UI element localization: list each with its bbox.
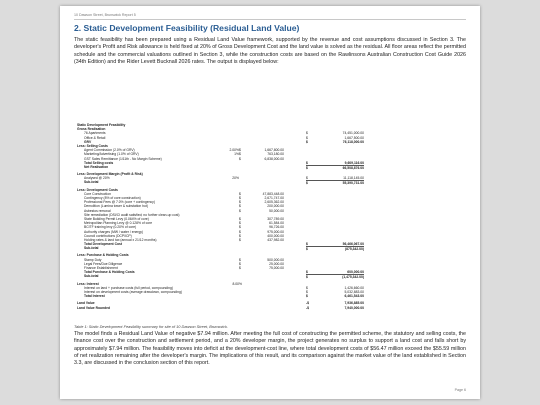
grv-row: GRV $ 76,118,000.00: [84, 139, 364, 144]
table-row: Holding rates & land tax (annual x 21/12 months) $ 437,982.00: [84, 237, 284, 242]
table-row: Professional Fees @ 7.0% (core + contingency) $ 2,605,362.00: [84, 200, 284, 205]
purchase-subtotal-row: Sub-total $ (1,475,342.00): [84, 274, 364, 280]
profit-subtotal-row: Sub-total $ 55,390,731.00: [84, 180, 364, 186]
table-row: GST Sales Remittance (1/11th - No Margin Scheme) $ 6,838,000.00: [84, 156, 284, 161]
purchase-heading: Less: Purchase & Holding Costs: [77, 253, 129, 258]
document-page: [60, 6, 480, 399]
total-purchase-row: Total Purchase & Holding Costs $ 600,000.00: [84, 270, 364, 275]
gross-realisation-heading: Gross Realisation: [77, 127, 106, 132]
table-row: Marketing/Advertising (1.0% of GRV) 1% $ 763,180.00: [84, 152, 284, 157]
header-rule: [74, 19, 466, 20]
conclusion-paragraph: The model finds a Residual Land Value of negative $7.94 million. After meeting the full cost of constructing the permitted scheme, the statutory and selling costs, the finance cost over the construction and settlement period, and a 20% developer margin, the project generates no surplus to support a land cost and falls short by approximately $7.94 million. The feasibility moves into deficit at the development-cost line, where total development costs of $56.47 million exceed the $55.59 million of net realization remaining after the developer's margin. The implications of this result, and its comparison against the market value of the land established in Section 3.3, are discussed in the conclusion section of this report.: [74, 331, 466, 367]
table-row: BCITF training levy (0.20% of core) $ 96,726.00: [84, 225, 284, 230]
selling-costs-heading: Less: Selling Costs: [77, 143, 108, 148]
dev-costs-heading: Less: Development Costs: [77, 187, 118, 192]
profit-heading: Less: Development Margin (Profit & Risk): [77, 172, 143, 177]
feasibility-table: [74, 123, 364, 310]
running-header: 10 Dawson Street, Brunswick Report 5: [74, 13, 136, 17]
section-title: 2. Static Development Feasibility (Residual Land Value): [74, 23, 300, 33]
table-row: 76 Apartments $ 74,451,000.00: [84, 131, 364, 136]
table-row: Legal Fees/Due Diligence $ 25,000.00: [84, 261, 284, 266]
table-row: Analysed @ 20% 20% $ 11,118,145.00: [84, 176, 364, 181]
table-row: State Building Permit Levy (0.064% of core) $ 307,789.00: [84, 216, 284, 221]
table-row: Demolition (Lumina tower & substation hut) $ 200,000.00: [84, 204, 284, 209]
table-row: Council contributions (DCP/ICP) $ 400,000.00: [84, 233, 284, 238]
total-interest-row: Total Interest $ 6,461,543.00: [84, 294, 364, 299]
table-row: Interest on land + purchase costs (full period, compounding) $ 1,426,660.00: [84, 285, 364, 290]
table-row: Contingency (8% of core construction) $ 2,671,747.00: [84, 196, 284, 200]
land-value-row: Land Value -$ 7,936,885.00: [77, 301, 364, 306]
table-caption: Table 1: Static Development Feasibility summary for site of 10 Dawson Street, Brunswick.: [74, 324, 229, 329]
dev-cost-subtotal-row: Sub-total $ (875,342.00): [84, 246, 364, 252]
net-realisation-row: Net Realisation $ 66,508,876.00: [84, 164, 364, 170]
total-selling-row: Total Selling costs $ 9,609,116.00: [84, 160, 364, 165]
table-row: Core Construction $ 47,883,448.00: [84, 191, 284, 196]
intro-paragraph: The static feasibility has been prepared using a Residual Land Value framework, supported by the revenue and cost assumptions discussed in Section 3. The developer's Profit and Risk allowance is held fixed at 20% of Gross Development Cost and the land value is solved as the residual. All floor areas reflect the permitted schedule and the commercial valuations outlined in Section 3, while the construction costs are based on the Rawlinsons Australian Construction Cost Guide 2026 (34th Edition) and the Rider Levett Bucknall 2026 rates. The output is displayed below:: [74, 37, 466, 65]
table-row: Stamp Duty $ 500,000.00: [84, 257, 284, 262]
land-value-rounded-row: Land Value Rounded -$ 7,940,000.00: [77, 305, 364, 310]
page-number: Page 6: [454, 388, 466, 392]
table-row: Asbestos removal $ 50,000.00: [84, 208, 284, 213]
table-row: Metropolitan Planning Levy @ 0.128% of core $ 61,584.00: [84, 221, 284, 226]
table-row: Site remediation (DSI/CI audit satisfied; no further clean-up cost): [84, 212, 180, 217]
table-row: Interest on development costs (average drawdown, compounding) $ 5,032,883.00: [84, 289, 364, 294]
table-title: Static Development Feasibility: [77, 123, 126, 127]
table-row: Authority charges (MW / water / energy) $ 975,000.00: [84, 229, 284, 234]
interest-heading: Less: Interest 8.00%: [77, 281, 242, 286]
table-row: Agent Commission (2.0% of GRV) 2.00% $ 1,667,800.00: [84, 148, 284, 153]
total-dev-cost-row: Total Development Cost $ 56,466,067.00: [84, 242, 364, 247]
table-row: Office & Retail $ 1,667,500.00: [84, 135, 364, 140]
table-row: Finance Establishment $ 75,000.00: [84, 266, 284, 270]
